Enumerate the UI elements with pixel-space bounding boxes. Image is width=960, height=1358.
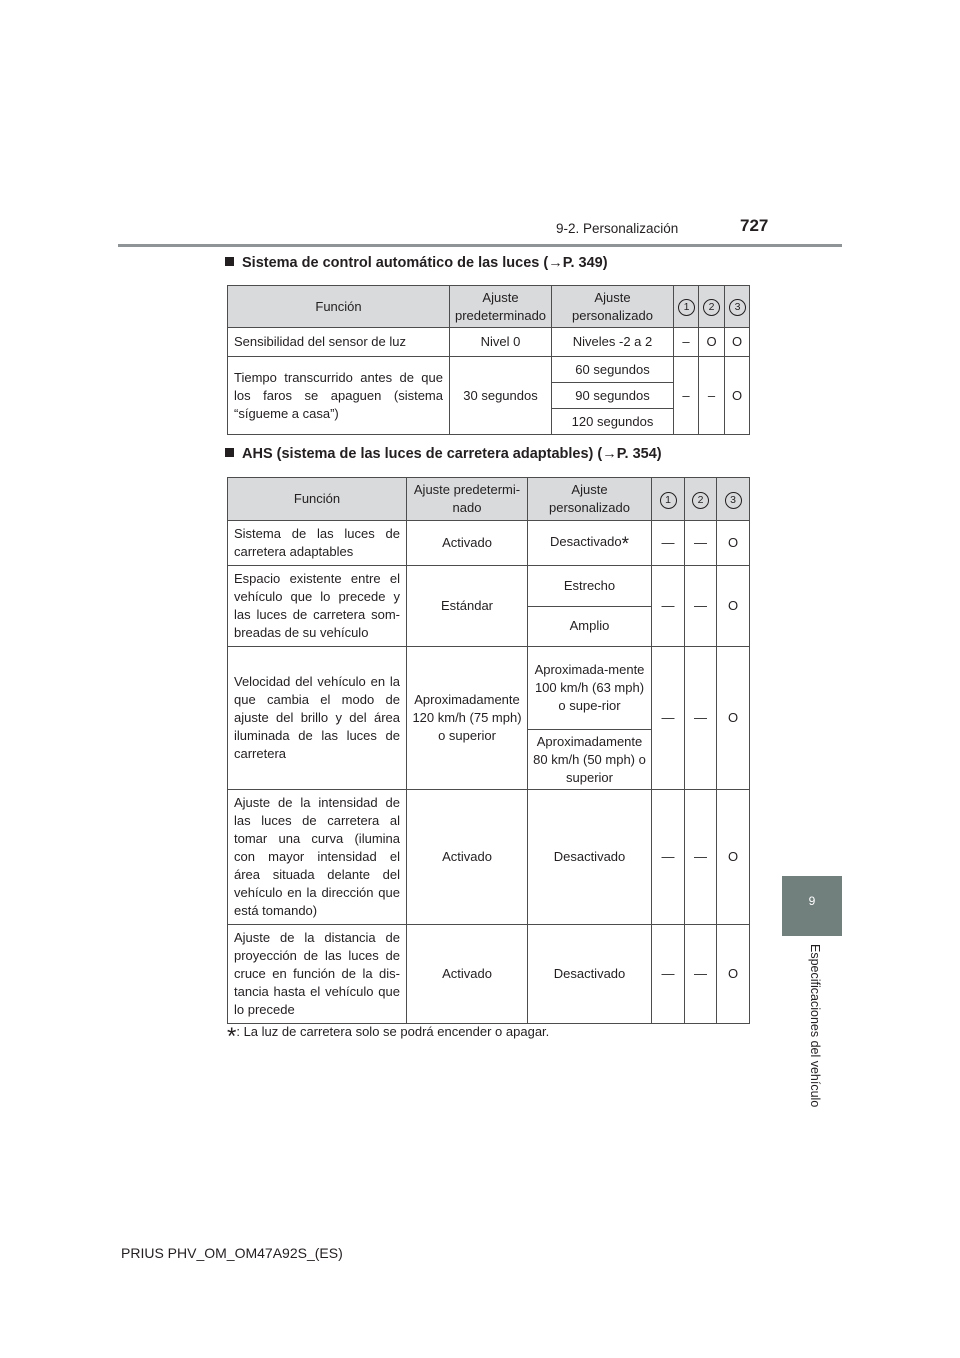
circled-1-icon: 1 — [660, 492, 677, 509]
cell-custom: Desactivado — [528, 790, 652, 925]
circled-2-icon: 2 — [703, 299, 720, 316]
footnote-text: : La luz de carretera solo se podrá encender o apagar. — [236, 1024, 550, 1039]
light-control-table — [227, 285, 750, 435]
footer-model-code: PRIUS PHV_OM_OM47A92S_(ES) — [121, 1245, 343, 1261]
footnote — [227, 1023, 549, 1051]
cell-col-2: — — [685, 566, 717, 647]
cell-col-1: — — [652, 521, 685, 566]
header-col-3 — [717, 478, 750, 521]
cell-col-1: – — [674, 328, 699, 357]
chapter-tab — [782, 876, 842, 936]
header-col-3 — [725, 286, 750, 328]
cell-default: Activado — [407, 521, 528, 566]
table-row — [228, 521, 750, 566]
cell-col-2: — — [685, 790, 717, 925]
table-header-row — [228, 478, 750, 521]
table-header-row — [228, 286, 750, 328]
table-row — [228, 566, 750, 607]
cell-default: 30 segundos — [450, 357, 552, 435]
header-custom: Ajuste personalizado — [528, 478, 652, 521]
cell-custom-option: Amplio — [528, 606, 652, 647]
cell-custom-option: 60 segundos — [552, 357, 674, 383]
header-col-1 — [652, 478, 685, 521]
header-col-2 — [685, 478, 717, 521]
circled-3-icon: 3 — [729, 299, 746, 316]
header-default: Ajuste predetermi-nado — [407, 478, 528, 521]
cell-col-1: — — [652, 647, 685, 790]
cell-col-1: – — [674, 357, 699, 435]
cell-default: Activado — [407, 790, 528, 925]
header-default: Ajuste predeterminado — [450, 286, 552, 328]
cell-default: Nivel 0 — [450, 328, 552, 357]
header-col-1 — [674, 286, 699, 328]
cell-col-1: — — [652, 566, 685, 647]
cell-funcion: Sistema de las luces de carretera adaptables — [228, 521, 407, 566]
section-title-light-control — [225, 255, 608, 271]
footnote-star: * — [227, 1023, 237, 1050]
table-row — [228, 790, 750, 925]
cell-col-2: – — [699, 357, 725, 435]
cell-col-2: — — [685, 521, 717, 566]
header-funcion: Función — [228, 478, 407, 521]
circled-3-icon: 3 — [725, 492, 742, 509]
cell-col-3: O — [717, 647, 750, 790]
cell-col-2: — — [685, 647, 717, 790]
cell-funcion: Sensibilidad del sensor de luz — [228, 328, 450, 357]
footnote-star: * — [621, 533, 629, 555]
cell-custom-option: Aproximada-mente 100 km/h (63 mph) o supe-rior — [528, 647, 652, 730]
circled-1-icon: 1 — [678, 299, 695, 316]
cell-col-3: O — [717, 790, 750, 925]
cell-default: Aproximadamente 120 km/h (75 mph) o superior — [407, 647, 528, 790]
cell-custom-option: Estrecho — [528, 566, 652, 607]
circled-2-icon: 2 — [692, 492, 709, 509]
cell-funcion: Ajuste de la intensidad de las luces de carretera al tomar una curva (ilumina con mayor intensidad el área situada delante del vehículo en la dirección que está tomando) — [228, 790, 407, 925]
cell-custom — [528, 521, 652, 566]
cell-funcion: Espacio existente entre el vehículo que lo precede y las luces de carretera som-breadas de su vehículo — [228, 566, 407, 647]
table-row — [228, 647, 750, 730]
header-funcion: Función — [228, 286, 450, 328]
cell-col-1: — — [652, 790, 685, 925]
cell-default: Estándar — [407, 566, 528, 647]
cell-col-3: O — [717, 925, 750, 1024]
section-title-text: Sistema de control automático de las luces (→P. 349) — [242, 255, 608, 271]
table-row — [228, 328, 750, 357]
page-number: 727 — [740, 216, 769, 235]
cell-col-2: O — [699, 328, 725, 357]
square-bullet-icon — [225, 257, 234, 266]
cell-funcion: Ajuste de la distancia de proyección de las luces de cruce en función de la dis-tancia hasta el vehículo que lo precede — [228, 925, 407, 1024]
cell-col-3: O — [725, 357, 750, 435]
cell-col-2: — — [685, 925, 717, 1024]
chapter-number: 9 — [808, 894, 816, 908]
table-row — [228, 925, 750, 1024]
cell-custom: Desactivado — [528, 925, 652, 1024]
header-divider — [118, 244, 842, 247]
cell-col-1: — — [652, 925, 685, 1024]
cell-custom-option: 90 segundos — [552, 383, 674, 409]
cell-funcion: Velocidad del vehículo en la que cambia el modo de ajuste del brillo y del área iluminada de las luces de carretera — [228, 647, 407, 790]
section-header: 9-2. Personalización — [556, 221, 679, 236]
cell-custom-option: Aproximadamente 80 km/h (50 mph) o superior — [528, 730, 652, 790]
cell-col-3: O — [717, 566, 750, 647]
cell-col-3: O — [725, 328, 750, 357]
table-row — [228, 357, 750, 383]
header-custom: Ajuste personalizado — [552, 286, 674, 328]
ahs-table — [227, 477, 750, 1024]
section-title-text: AHS (sistema de las luces de carretera adaptables) (→P. 354) — [242, 446, 662, 462]
square-bullet-icon — [225, 448, 234, 457]
cell-default: Activado — [407, 925, 528, 1024]
cell-funcion: Tiempo transcurrido antes de que los faros se apaguen (sistema “sígueme a casa”) — [228, 357, 450, 435]
chapter-label: Especificaciones del vehículo — [808, 944, 822, 1108]
custom-value: Desactivado — [550, 533, 622, 549]
cell-custom: Niveles -2 a 2 — [552, 328, 674, 357]
header-col-2 — [699, 286, 725, 328]
cell-col-3: O — [717, 521, 750, 566]
section-title-ahs — [225, 446, 662, 462]
cell-custom-option: 120 segundos — [552, 409, 674, 435]
